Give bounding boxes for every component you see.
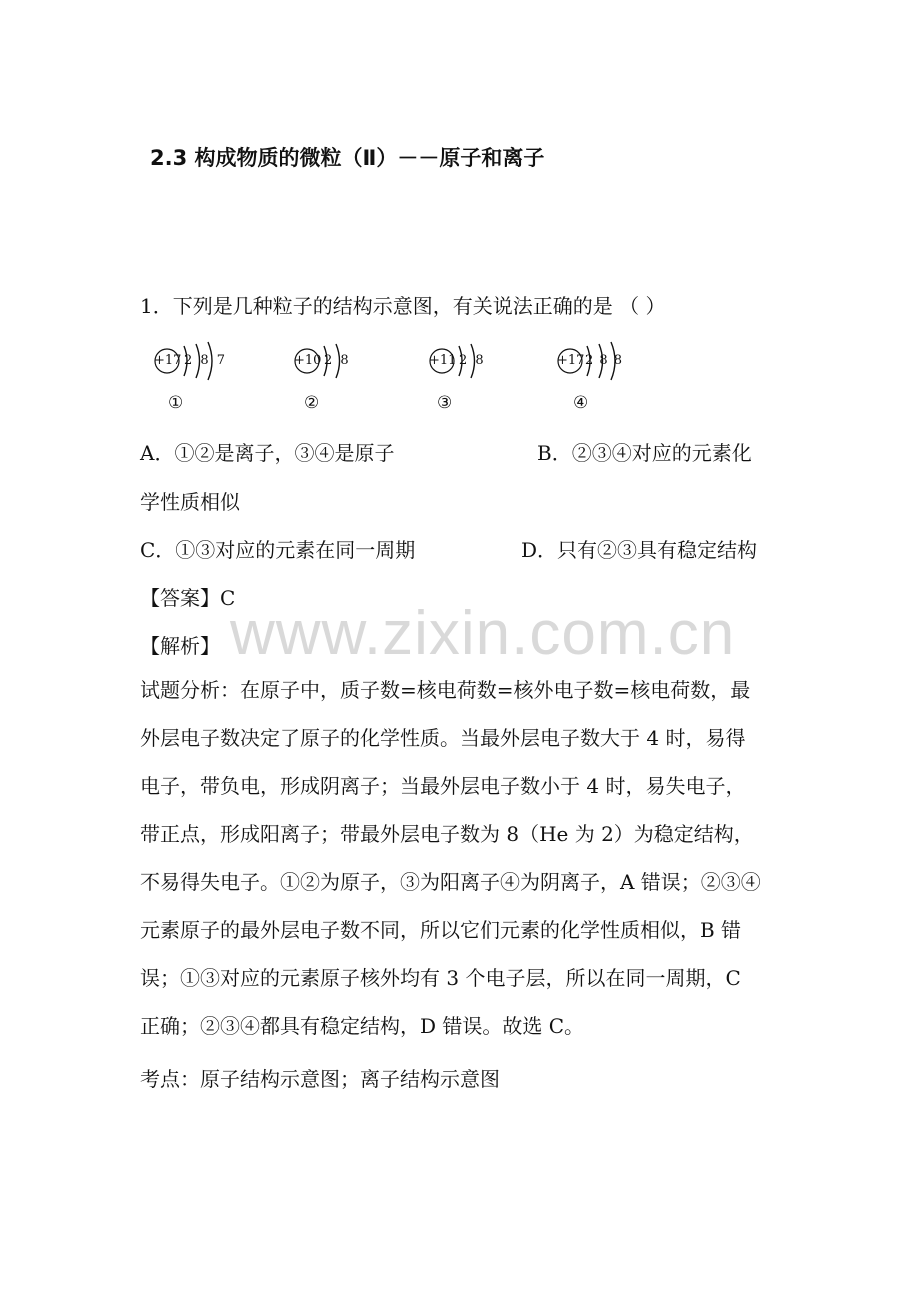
option-b: B．②③④对应的元素化 (537, 441, 752, 465)
diagram-label: ④ (573, 393, 589, 413)
shell-electrons: 2 8 7 (184, 353, 228, 368)
analysis-line: 带正点，形成阳离子；带最外层电子数为 8（He 为 2）为稳定结构， (140, 822, 754, 846)
shell-electrons: 2 8 (459, 353, 486, 368)
analysis-line: 正确；②③④都具有稳定结构，D 错误。故选 C。 (140, 1014, 585, 1038)
section-title: 2.3 构成物质的微粒（Ⅱ）－－原子和离子 (150, 146, 545, 170)
nucleus-charge: +17 (557, 353, 585, 368)
exam-point: 考点：原子结构示意图；离子结构示意图 (140, 1067, 500, 1091)
structure-diagram-1 (150, 340, 240, 413)
structure-diagram-4 (553, 340, 643, 413)
watermark: www.zixin.com.cn (230, 599, 736, 668)
diagram-label: ① (168, 393, 184, 413)
analysis-paragraph (140, 666, 790, 1050)
answer: 【答案】C (140, 586, 236, 610)
analysis-heading: 【解析】 (140, 634, 220, 658)
question-stem: 1．下列是几种粒子的结构示意图，有关说法正确的是 （ ） (140, 294, 666, 318)
option-c: C．①③对应的元素在同一周期 (140, 538, 416, 562)
shell-electrons: 2 8 8 (585, 353, 624, 368)
nucleus-charge: +10 (294, 353, 322, 368)
structure-diagram-3 (425, 340, 515, 413)
shell-electrons: 2 8 (324, 353, 351, 368)
option-b-continuation: 学性质相似 (140, 490, 240, 514)
analysis-line: 试题分析：在原子中，质子数=核电荷数=核外电子数=核电荷数，最 (140, 678, 751, 702)
analysis-line: 元素原子的最外层电子数不同，所以它们元素的化学性质相似，B 错 (140, 918, 742, 942)
analysis-line: 电子，带负电，形成阴离子；当最外层电子数小于 4 时，易失电子， (140, 774, 746, 798)
diagram-label: ② (304, 393, 320, 413)
option-d: D．只有②③具有稳定结构 (521, 538, 758, 562)
analysis-line: 误；①③对应的元素原子核外均有 3 个电子层，所以在同一周期，C (140, 966, 741, 990)
nucleus-charge: +17 (154, 353, 182, 368)
structure-diagram-2 (290, 340, 380, 413)
nucleus-charge: +11 (429, 353, 457, 368)
diagram-label: ③ (437, 393, 453, 413)
analysis-line: 外层电子数决定了原子的化学性质。当最外层电子数大于 4 时，易得 (140, 726, 746, 750)
option-a: A．①②是离子，③④是原子 (140, 441, 395, 465)
analysis-line: 不易得失电子。①②为原子，③为阳离子④为阴离子，A 错误；②③④ (140, 870, 761, 894)
